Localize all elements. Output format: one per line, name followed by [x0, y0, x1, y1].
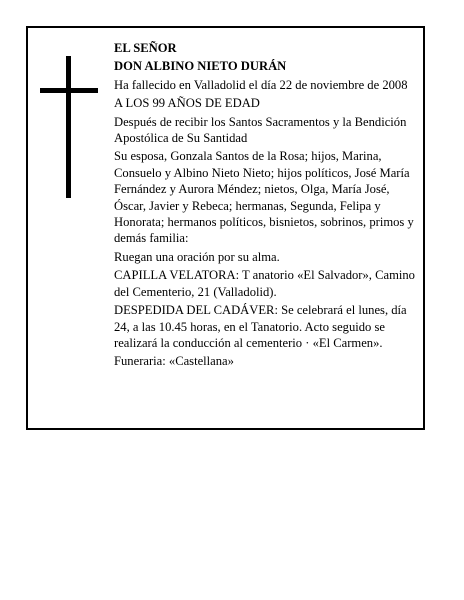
deceased-name: DON ALBINO NIETO DURÁN: [114, 59, 287, 74]
cross-horizontal-bar: [40, 88, 98, 93]
funeral-home-text: Funeraria: «Castellana»: [114, 354, 234, 369]
cross-icon: [40, 56, 98, 198]
notice-text: [114, 40, 420, 372]
title-line-1: EL SEÑOR: [114, 41, 177, 55]
age-text: A LOS 99 AÑOS DE EDAD: [114, 96, 260, 111]
passed-away-text: Ha fallecido en Valladolid el día 22 de noviembre de 2008: [114, 77, 408, 92]
family-text: Su esposa, Gonzala Santos de la Rosa; hijos, Marina, Consuelo y Albino Nieto Nieto; hijos políticos, José María Fernández y Aurora Méndez; nietos, Olga, María José, Óscar, Javier y Rebeca; hermanas, Segunda, Felipa y Honorata; hermanos políticos, bisnietos, sobrinos, primos y demás familia:: [114, 149, 414, 246]
sacraments-text: Después de recibir los Santos Sacramentos y la Bendición Apostólica de Su Santidad: [114, 114, 407, 146]
obituary-notice: [26, 26, 425, 430]
prayer-text: Ruegan una oración por su alma.: [114, 249, 280, 264]
chapel-text: CAPILLA VELATORA: T anatorio «El Salvador», Camino del Cementerio, 21 (Valladolid).: [114, 268, 415, 299]
farewell-text: DESPEDIDA DEL CADÁVER: Se celebrará el lunes, día 24, a las 10.45 horas, en el Tanatorio. Acto seguido se realizará la conducción al cementerio · «El Carmen».: [114, 303, 407, 350]
cross-vertical-bar: [66, 56, 71, 198]
